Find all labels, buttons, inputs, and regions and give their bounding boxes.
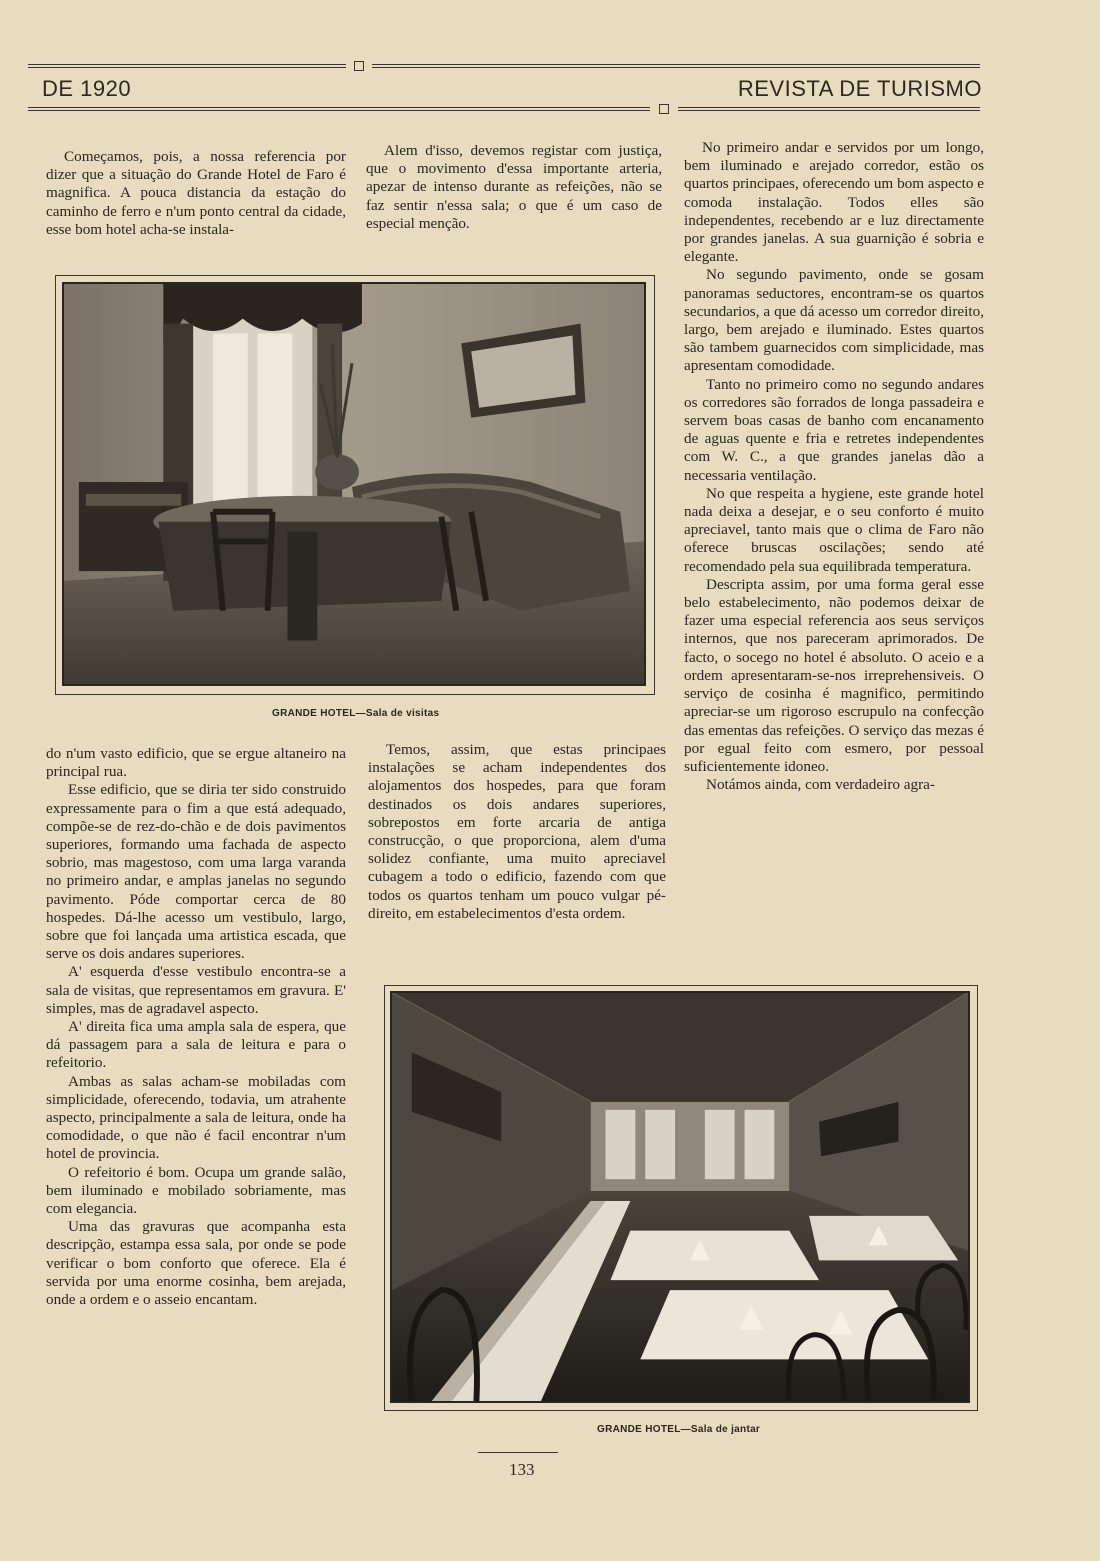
header-ornament [354, 61, 364, 71]
paragraph: Uma das gravuras que acompanha esta descripção, estampa essa sala, por onde se pode verificar o bom conforto que oferece. Ela é servida por uma enorme cosinha, bem arejada, onde a ordem e o asseio encantam. [46, 1218, 346, 1309]
paragraph: No que respeita a hygiene, este grande hotel nada deixa a desejar, e o seu conforto é muito apreciavel, tanto mais que o clima de Faro não oferece bruscas oscilações; sendo até recomendado pela sua equilibrada temperatura. [684, 484, 984, 575]
paragraph: Tanto no primeiro como no segundo andares os corredores são forrados de longa passadeira e servem boas casas de banho com encanamento de aguas quente e fria e retretes independentes com W. C., a que grandes janelas dão a necessaria ventilação. [684, 375, 984, 484]
paragraph: Temos, assim, que estas principaes instalações se acham independentes dos alojamentos dos hospedes, para que foram destinados os dois andares superiores, sobrepostos em forte arcaria de antiga construcção, o que proporciona, alem d'uma solidez confiante, uma muito apreciavel cubagem a todo o edificio, fazendo com que todos os quartos tenham um pouco vulgar pé-direito, em estabelecimentos d'esta ordem. [368, 741, 666, 922]
text-column-right [684, 139, 984, 794]
paragraph: Notámos ainda, com verdadeiro agra- [706, 776, 935, 794]
header-ornament [659, 104, 669, 114]
header-issue-date: DE 1920 [42, 76, 132, 101]
paragraph: O refeitorio é bom. Ocupa um grande salão, bem iluminado e mobilado sobriamente, mas com elegancia. [46, 1163, 346, 1218]
paragraph: Começamos, pois, a nossa referencia por dizer que a situação do Grande Hotel de Faro é magnifica. A pouca distancia da estação do caminho de ferro e n'um ponto central da cidade, esse bom hotel acha-se instala- [46, 148, 346, 238]
paragraph: No segundo pavimento, onde se gosam panoramas seductores, encontram-se os quartos secundarios, a que dá acesso um corredor direito, largo, bem arejado e iluminado. Estes quartos são tambem guarnecidos com simplicidade, mas apresentam comodidade. [684, 266, 984, 375]
paragraph: A' esquerda d'esse vestibulo encontra-se a sala de visitas, que representamos em gravura. E' simples, mas de agradavel aspecto. [46, 963, 346, 1017]
text-column-left-top [46, 148, 346, 239]
photo-caption-sala-de-jantar: GRANDE HOTEL—Sala de jantar [597, 1424, 761, 1435]
dining-room-illustration [392, 993, 968, 1401]
photo-sala-de-visitas [62, 282, 646, 686]
paragraph: Descripta assim, por uma forma geral esse belo estabelecimento, não podemos deixar de fazer uma especial referencia aos seus serviços internos, que nos pareceram aprimorados. De facto, o socego no hotel é absoluto. O aceio e a ordem apresentaram-se-nos irreprehensiveis. O serviço de cosinha é magnifico, permitindo apreciar-se um rigoroso escrupulo na confecção das ementas das refeições. O serviço das mezas é por egual feito com esmero, por pessoal suficientemente idoneo. [684, 575, 984, 775]
photo-sala-de-jantar [390, 991, 970, 1403]
header-rule-top-left [28, 64, 346, 68]
page-number: 133 [509, 1460, 535, 1479]
paragraph: Alem d'isso, devemos registar com justiça, que o movimento d'essa importante arteria, apezar de intenso durante as refeições, não se faz sentir n'essa sala; o que é um caso de especial menção. [366, 142, 662, 232]
text-column-middle-bottom [368, 741, 666, 923]
paragraph: do n'um vasto edificio, que se ergue altaneiro na principal rua. [46, 745, 346, 781]
header-rule-top-right [372, 64, 980, 68]
text-column-middle-top [366, 142, 662, 233]
page-number-rule [478, 1452, 558, 1453]
paragraph: Esse edificio, que se diria ter sido construido expressamente para o fim a que está adequado, compõe-se de rez-do-chão e de dois pavimentos superiores, formando uma fachada de aspecto sobrio, mas magestoso, com uma larga varanda no primeiro andar, e amplas janelas no segundo pavimento. Póde comportar cerca de 80 hospedes. Dá-lhe acesso um vestibulo, largo, sobre que foi lançada uma artistica escada, que serve os dois andares superiores. [46, 781, 346, 963]
paragraph: No primeiro andar e servidos por um longo, bem iluminado e arejado corredor, estão os quartos principaes, oferecendo um bom aspecto e comoda instalação. Todos elles são independentes, recebendo ar e luz directamente por grandes janelas. A sua guarnição é sobria e elegante. [684, 139, 984, 266]
photo-caption-sala-de-visitas: GRANDE HOTEL—Sala de visitas [272, 708, 440, 719]
visiting-room-illustration [64, 284, 644, 684]
header-magazine-title: REVISTA DE TURISMO [737, 76, 982, 101]
header-rule-bottom-right [678, 107, 980, 111]
text-column-left-bottom [46, 745, 346, 1309]
paragraph: A' direita fica uma ampla sala de espera, que dá passagem para a sala de leitura e para o refeitorio. [46, 1018, 346, 1072]
paragraph: Ambas as salas acham-se mobiladas com simplicidade, oferecendo, todavia, um atrahente aspecto, principalmente a sala de leitura, onde ha comodidade, o que não é facil encontrar n'um hotel de provincia. [46, 1072, 346, 1163]
header-rule-bottom-left [28, 107, 650, 111]
